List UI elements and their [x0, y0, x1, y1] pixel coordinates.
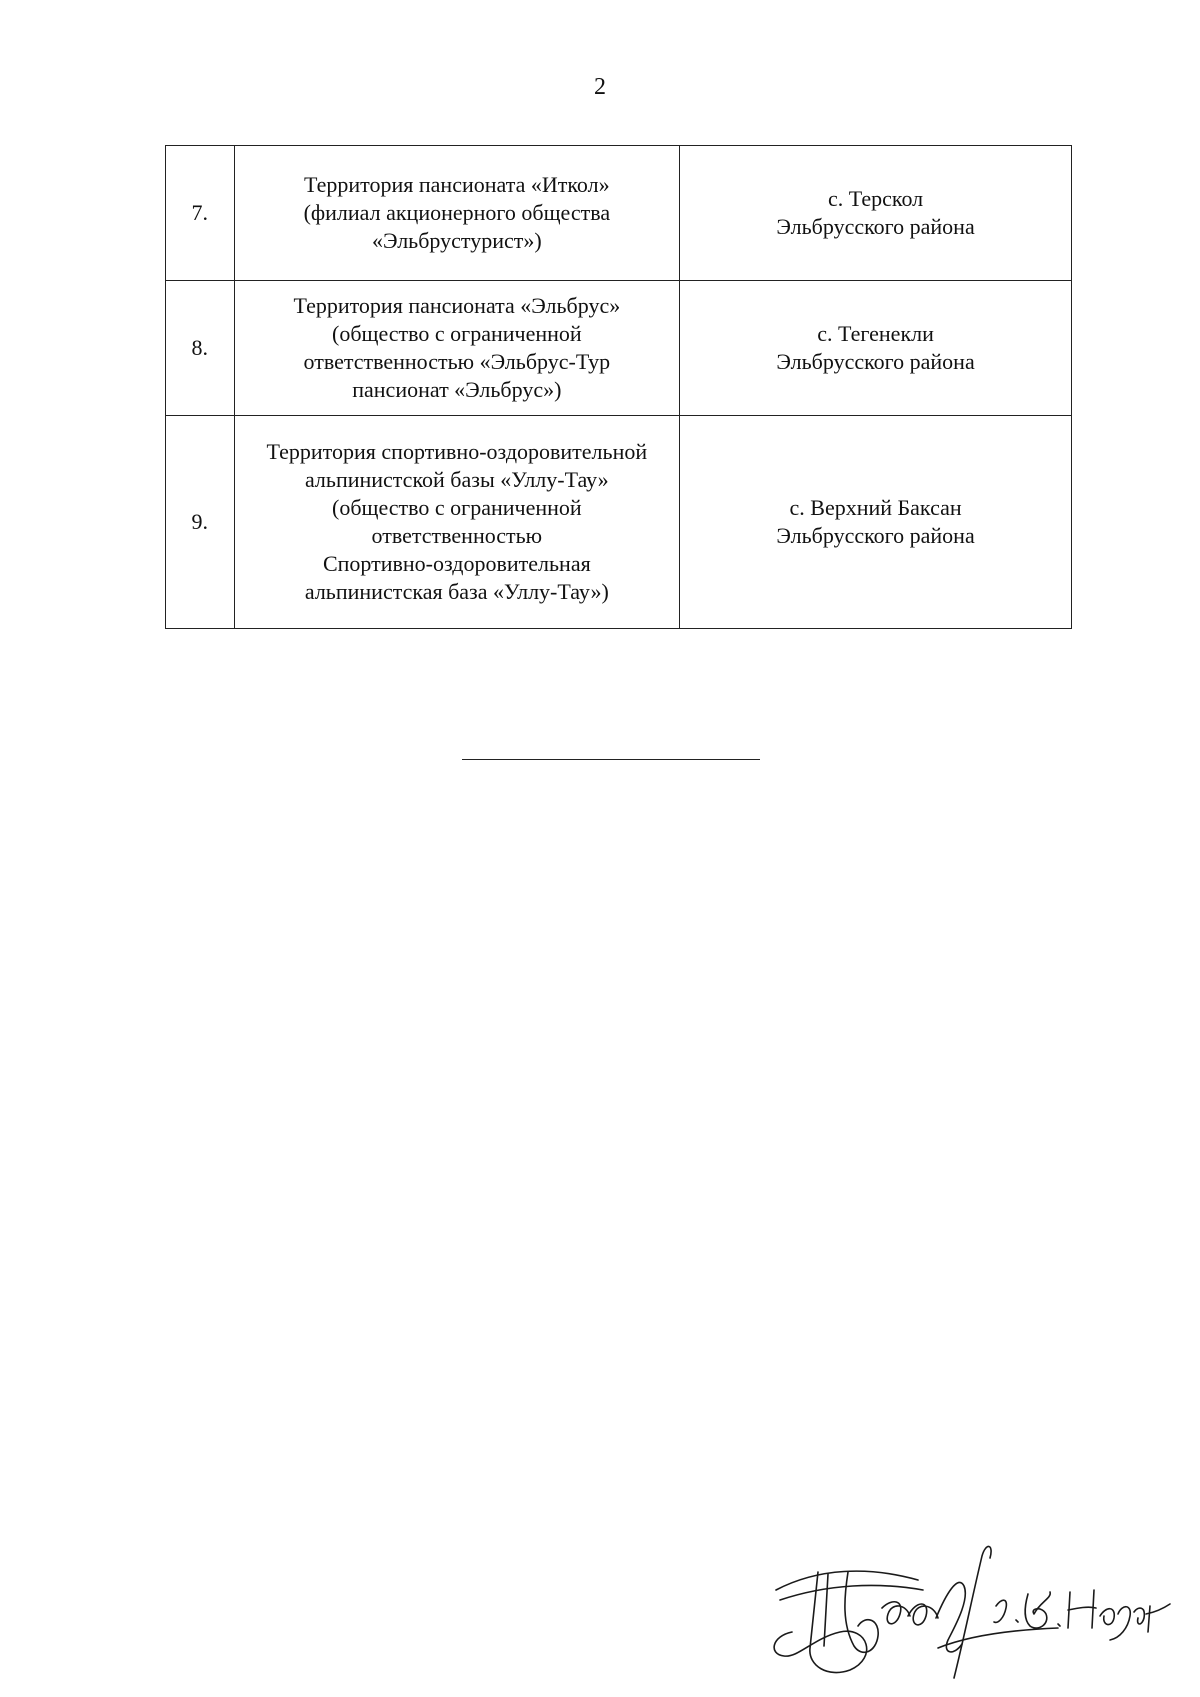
page-number: 2 — [594, 74, 606, 100]
territory-name-cell — [234, 416, 680, 629]
row-number-cell: 9. — [166, 416, 235, 629]
territory-name-line: альпинистская база «Уллу-Тау») — [304, 579, 609, 604]
location-line: с. Терскол — [828, 186, 924, 211]
territory-name-line: «Эльбрустурист») — [371, 228, 542, 253]
location-cell — [680, 146, 1072, 281]
location-cell — [680, 416, 1072, 629]
territory-name-line: пансионат «Эльбрус») — [352, 377, 562, 402]
territory-name-line: альпинистской базы «Уллу-Тау» — [304, 467, 609, 492]
territory-name-line: ответственностью — [371, 523, 543, 548]
row-number-cell: 8. — [166, 281, 235, 416]
territory-name-line: (общество с ограниченной — [332, 321, 582, 346]
territory-table — [165, 145, 1072, 629]
location-line: Эльбрусского района — [776, 523, 975, 548]
territory-name-line: Спортивно-оздоровительная — [322, 551, 591, 576]
location-cell — [680, 281, 1072, 416]
table-row — [166, 146, 1072, 281]
table-row — [166, 416, 1072, 629]
location-line: Эльбрусского района — [776, 214, 975, 239]
location-line: с. Тегенекли — [817, 321, 934, 346]
territory-name-cell — [234, 146, 680, 281]
separator-line — [462, 759, 760, 760]
territory-name-line: Территория спортивно-оздоровительной — [266, 439, 648, 464]
location-line: Эльбрусского района — [776, 349, 975, 374]
territory-name-line: Территория пансионата «Эльбрус» — [293, 293, 621, 318]
handwritten-signature — [758, 1528, 1178, 1693]
location-line: с. Верхний Баксан — [789, 495, 962, 520]
territory-name-line: (общество с ограниченной — [332, 495, 582, 520]
territory-name-line: Территория пансионата «Иткол» — [304, 172, 610, 197]
territory-name-line: ответственностью «Эльбрус-Тур — [303, 349, 611, 374]
territory-name-line: (филиал акционерного общества — [303, 200, 611, 225]
row-number-cell: 7. — [166, 146, 235, 281]
table-row — [166, 281, 1072, 416]
territory-name-cell — [234, 281, 680, 416]
